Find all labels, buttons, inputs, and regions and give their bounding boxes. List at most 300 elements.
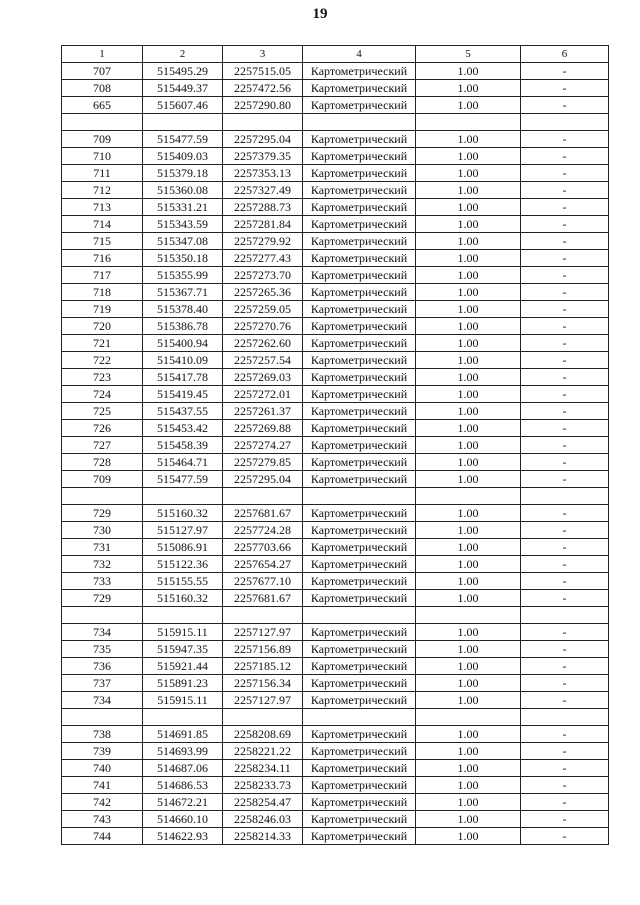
method-cell: Картометрический bbox=[303, 590, 416, 607]
method-cell: Картометрический bbox=[303, 369, 416, 386]
method-cell: Картометрический bbox=[303, 692, 416, 709]
accuracy-cell: 1.00 bbox=[416, 556, 521, 573]
accuracy-cell: 1.00 bbox=[416, 284, 521, 301]
x-coordinate-cell: 515378.40 bbox=[143, 301, 223, 318]
description-cell: - bbox=[521, 420, 609, 437]
accuracy-cell: 1.00 bbox=[416, 148, 521, 165]
table-row bbox=[62, 182, 609, 199]
description-cell: - bbox=[521, 777, 609, 794]
method-cell: Картометрический bbox=[303, 454, 416, 471]
method-cell: Картометрический bbox=[303, 675, 416, 692]
accuracy-cell: 1.00 bbox=[416, 726, 521, 743]
page-number: 19 bbox=[312, 6, 328, 22]
x-coordinate-cell: 515160.32 bbox=[143, 590, 223, 607]
method-cell: Картометрический bbox=[303, 80, 416, 97]
accuracy-cell: 1.00 bbox=[416, 828, 521, 845]
y-coordinate-cell: 2258254.47 bbox=[223, 794, 303, 811]
description-cell: - bbox=[521, 590, 609, 607]
y-coordinate-cell: 2257156.34 bbox=[223, 675, 303, 692]
accuracy-cell: 1.00 bbox=[416, 692, 521, 709]
table-row bbox=[62, 590, 609, 607]
method-cell: Картометрический bbox=[303, 335, 416, 352]
table-row bbox=[62, 165, 609, 182]
empty-cell bbox=[223, 709, 303, 726]
table-row bbox=[62, 454, 609, 471]
empty-cell bbox=[143, 607, 223, 624]
y-coordinate-cell: 2257703.66 bbox=[223, 539, 303, 556]
point-number-cell: 713 bbox=[62, 199, 143, 216]
y-coordinate-cell: 2257295.04 bbox=[223, 131, 303, 148]
x-coordinate-cell: 515477.59 bbox=[143, 471, 223, 488]
y-coordinate-cell: 2257257.54 bbox=[223, 352, 303, 369]
accuracy-cell: 1.00 bbox=[416, 80, 521, 97]
method-cell: Картометрический bbox=[303, 573, 416, 590]
y-coordinate-cell: 2257681.67 bbox=[223, 590, 303, 607]
y-coordinate-cell: 2257272.01 bbox=[223, 386, 303, 403]
y-coordinate-cell: 2257127.97 bbox=[223, 624, 303, 641]
description-cell: - bbox=[521, 811, 609, 828]
table-row bbox=[62, 471, 609, 488]
description-cell: - bbox=[521, 743, 609, 760]
accuracy-cell: 1.00 bbox=[416, 624, 521, 641]
y-coordinate-cell: 2258234.11 bbox=[223, 760, 303, 777]
x-coordinate-cell: 515122.36 bbox=[143, 556, 223, 573]
table-row bbox=[62, 794, 609, 811]
accuracy-cell: 1.00 bbox=[416, 267, 521, 284]
point-number-cell: 731 bbox=[62, 539, 143, 556]
description-cell: - bbox=[521, 454, 609, 471]
table-row bbox=[62, 624, 609, 641]
y-coordinate-cell: 2257515.05 bbox=[223, 63, 303, 80]
y-coordinate-cell: 2257265.36 bbox=[223, 284, 303, 301]
point-number-cell: 710 bbox=[62, 148, 143, 165]
x-coordinate-cell: 515417.78 bbox=[143, 369, 223, 386]
x-coordinate-cell: 514660.10 bbox=[143, 811, 223, 828]
point-number-cell: 715 bbox=[62, 233, 143, 250]
point-number-cell: 707 bbox=[62, 63, 143, 80]
point-number-cell: 734 bbox=[62, 692, 143, 709]
accuracy-cell: 1.00 bbox=[416, 403, 521, 420]
y-coordinate-cell: 2257270.76 bbox=[223, 318, 303, 335]
group-separator-row bbox=[62, 607, 609, 624]
empty-cell bbox=[62, 488, 143, 505]
description-cell: - bbox=[521, 233, 609, 250]
description-cell: - bbox=[521, 675, 609, 692]
method-cell: Картометрический bbox=[303, 284, 416, 301]
accuracy-cell: 1.00 bbox=[416, 199, 521, 216]
x-coordinate-cell: 515331.21 bbox=[143, 199, 223, 216]
description-cell: - bbox=[521, 573, 609, 590]
description-cell: - bbox=[521, 199, 609, 216]
description-cell: - bbox=[521, 165, 609, 182]
table-row bbox=[62, 352, 609, 369]
empty-cell bbox=[416, 114, 521, 131]
table-row bbox=[62, 539, 609, 556]
point-number-cell: 721 bbox=[62, 335, 143, 352]
empty-cell bbox=[416, 607, 521, 624]
column-header: 3 bbox=[223, 46, 303, 63]
method-cell: Картометрический bbox=[303, 658, 416, 675]
method-cell: Картометрический bbox=[303, 131, 416, 148]
y-coordinate-cell: 2257277.43 bbox=[223, 250, 303, 267]
accuracy-cell: 1.00 bbox=[416, 318, 521, 335]
method-cell: Картометрический bbox=[303, 777, 416, 794]
accuracy-cell: 1.00 bbox=[416, 573, 521, 590]
accuracy-cell: 1.00 bbox=[416, 182, 521, 199]
empty-cell bbox=[223, 607, 303, 624]
description-cell: - bbox=[521, 437, 609, 454]
table-row bbox=[62, 386, 609, 403]
table-row bbox=[62, 726, 609, 743]
table-row bbox=[62, 199, 609, 216]
empty-cell bbox=[223, 488, 303, 505]
description-cell: - bbox=[521, 726, 609, 743]
description-cell: - bbox=[521, 658, 609, 675]
point-number-cell: 712 bbox=[62, 182, 143, 199]
y-coordinate-cell: 2257274.27 bbox=[223, 437, 303, 454]
point-number-cell: 730 bbox=[62, 522, 143, 539]
point-number-cell: 737 bbox=[62, 675, 143, 692]
x-coordinate-cell: 515343.59 bbox=[143, 216, 223, 233]
description-cell: - bbox=[521, 471, 609, 488]
empty-cell bbox=[143, 488, 223, 505]
x-coordinate-cell: 514693.99 bbox=[143, 743, 223, 760]
x-coordinate-cell: 515379.18 bbox=[143, 165, 223, 182]
point-number-cell: 738 bbox=[62, 726, 143, 743]
description-cell: - bbox=[521, 301, 609, 318]
table-row bbox=[62, 318, 609, 335]
table-row bbox=[62, 743, 609, 760]
table-row bbox=[62, 675, 609, 692]
y-coordinate-cell: 2257677.10 bbox=[223, 573, 303, 590]
y-coordinate-cell: 2257281.84 bbox=[223, 216, 303, 233]
x-coordinate-cell: 515355.99 bbox=[143, 267, 223, 284]
coordinates-table bbox=[61, 45, 609, 845]
x-coordinate-cell: 515449.37 bbox=[143, 80, 223, 97]
x-coordinate-cell: 514691.85 bbox=[143, 726, 223, 743]
column-header: 6 bbox=[521, 46, 609, 63]
table-row bbox=[62, 522, 609, 539]
empty-cell bbox=[62, 709, 143, 726]
table-row bbox=[62, 420, 609, 437]
table-body bbox=[62, 63, 609, 845]
accuracy-cell: 1.00 bbox=[416, 250, 521, 267]
point-number-cell: 725 bbox=[62, 403, 143, 420]
x-coordinate-cell: 515921.44 bbox=[143, 658, 223, 675]
point-number-cell: 729 bbox=[62, 590, 143, 607]
method-cell: Картометрический bbox=[303, 233, 416, 250]
table-row bbox=[62, 811, 609, 828]
table-header-row bbox=[62, 46, 609, 63]
method-cell: Картометрический bbox=[303, 148, 416, 165]
y-coordinate-cell: 2257379.35 bbox=[223, 148, 303, 165]
x-coordinate-cell: 515400.94 bbox=[143, 335, 223, 352]
y-coordinate-cell: 2257262.60 bbox=[223, 335, 303, 352]
accuracy-cell: 1.00 bbox=[416, 522, 521, 539]
method-cell: Картометрический bbox=[303, 301, 416, 318]
method-cell: Картометрический bbox=[303, 811, 416, 828]
y-coordinate-cell: 2257290.80 bbox=[223, 97, 303, 114]
table-row bbox=[62, 335, 609, 352]
x-coordinate-cell: 515419.45 bbox=[143, 386, 223, 403]
empty-cell bbox=[521, 709, 609, 726]
y-coordinate-cell: 2258208.69 bbox=[223, 726, 303, 743]
x-coordinate-cell: 515127.97 bbox=[143, 522, 223, 539]
y-coordinate-cell: 2257279.85 bbox=[223, 454, 303, 471]
point-number-cell: 726 bbox=[62, 420, 143, 437]
table-row bbox=[62, 97, 609, 114]
table-row bbox=[62, 692, 609, 709]
description-cell: - bbox=[521, 267, 609, 284]
accuracy-cell: 1.00 bbox=[416, 590, 521, 607]
x-coordinate-cell: 515464.71 bbox=[143, 454, 223, 471]
empty-cell bbox=[143, 114, 223, 131]
description-cell: - bbox=[521, 794, 609, 811]
y-coordinate-cell: 2257259.05 bbox=[223, 301, 303, 318]
method-cell: Картометрический bbox=[303, 743, 416, 760]
empty-cell bbox=[521, 607, 609, 624]
description-cell: - bbox=[521, 352, 609, 369]
column-header: 4 bbox=[303, 46, 416, 63]
y-coordinate-cell: 2257654.27 bbox=[223, 556, 303, 573]
x-coordinate-cell: 515360.08 bbox=[143, 182, 223, 199]
x-coordinate-cell: 514622.93 bbox=[143, 828, 223, 845]
accuracy-cell: 1.00 bbox=[416, 335, 521, 352]
point-number-cell: 709 bbox=[62, 471, 143, 488]
point-number-cell: 740 bbox=[62, 760, 143, 777]
y-coordinate-cell: 2257127.97 bbox=[223, 692, 303, 709]
point-number-cell: 729 bbox=[62, 505, 143, 522]
method-cell: Картометрический bbox=[303, 165, 416, 182]
accuracy-cell: 1.00 bbox=[416, 794, 521, 811]
method-cell: Картометрический bbox=[303, 352, 416, 369]
empty-cell bbox=[62, 114, 143, 131]
table-row bbox=[62, 131, 609, 148]
description-cell: - bbox=[521, 624, 609, 641]
x-coordinate-cell: 514672.21 bbox=[143, 794, 223, 811]
y-coordinate-cell: 2258233.73 bbox=[223, 777, 303, 794]
accuracy-cell: 1.00 bbox=[416, 454, 521, 471]
table-row bbox=[62, 216, 609, 233]
empty-cell bbox=[521, 488, 609, 505]
y-coordinate-cell: 2257472.56 bbox=[223, 80, 303, 97]
point-number-cell: 742 bbox=[62, 794, 143, 811]
y-coordinate-cell: 2257261.37 bbox=[223, 403, 303, 420]
table-row bbox=[62, 658, 609, 675]
method-cell: Картометрический bbox=[303, 505, 416, 522]
y-coordinate-cell: 2257288.73 bbox=[223, 199, 303, 216]
y-coordinate-cell: 2257327.49 bbox=[223, 182, 303, 199]
x-coordinate-cell: 515495.29 bbox=[143, 63, 223, 80]
accuracy-cell: 1.00 bbox=[416, 760, 521, 777]
method-cell: Картометрический bbox=[303, 471, 416, 488]
description-cell: - bbox=[521, 250, 609, 267]
point-number-cell: 714 bbox=[62, 216, 143, 233]
method-cell: Картометрический bbox=[303, 437, 416, 454]
point-number-cell: 739 bbox=[62, 743, 143, 760]
x-coordinate-cell: 515437.55 bbox=[143, 403, 223, 420]
x-coordinate-cell: 515947.35 bbox=[143, 641, 223, 658]
method-cell: Картометрический bbox=[303, 199, 416, 216]
accuracy-cell: 1.00 bbox=[416, 777, 521, 794]
method-cell: Картометрический bbox=[303, 386, 416, 403]
table-row bbox=[62, 80, 609, 97]
x-coordinate-cell: 515458.39 bbox=[143, 437, 223, 454]
table-row bbox=[62, 828, 609, 845]
description-cell: - bbox=[521, 369, 609, 386]
y-coordinate-cell: 2257273.70 bbox=[223, 267, 303, 284]
point-number-cell: 718 bbox=[62, 284, 143, 301]
method-cell: Картометрический bbox=[303, 318, 416, 335]
point-number-cell: 743 bbox=[62, 811, 143, 828]
x-coordinate-cell: 515155.55 bbox=[143, 573, 223, 590]
description-cell: - bbox=[521, 403, 609, 420]
y-coordinate-cell: 2257156.89 bbox=[223, 641, 303, 658]
description-cell: - bbox=[521, 828, 609, 845]
x-coordinate-cell: 515086.91 bbox=[143, 539, 223, 556]
accuracy-cell: 1.00 bbox=[416, 658, 521, 675]
accuracy-cell: 1.00 bbox=[416, 352, 521, 369]
method-cell: Картометрический bbox=[303, 97, 416, 114]
point-number-cell: 717 bbox=[62, 267, 143, 284]
description-cell: - bbox=[521, 216, 609, 233]
accuracy-cell: 1.00 bbox=[416, 641, 521, 658]
point-number-cell: 711 bbox=[62, 165, 143, 182]
method-cell: Картометрический bbox=[303, 420, 416, 437]
point-number-cell: 732 bbox=[62, 556, 143, 573]
accuracy-cell: 1.00 bbox=[416, 420, 521, 437]
x-coordinate-cell: 515477.59 bbox=[143, 131, 223, 148]
point-number-cell: 727 bbox=[62, 437, 143, 454]
method-cell: Картометрический bbox=[303, 182, 416, 199]
x-coordinate-cell: 515453.42 bbox=[143, 420, 223, 437]
description-cell: - bbox=[521, 760, 609, 777]
point-number-cell: 722 bbox=[62, 352, 143, 369]
accuracy-cell: 1.00 bbox=[416, 743, 521, 760]
x-coordinate-cell: 515367.71 bbox=[143, 284, 223, 301]
empty-cell bbox=[62, 607, 143, 624]
method-cell: Картометрический bbox=[303, 539, 416, 556]
x-coordinate-cell: 515915.11 bbox=[143, 624, 223, 641]
description-cell: - bbox=[521, 522, 609, 539]
point-number-cell: 736 bbox=[62, 658, 143, 675]
group-separator-row bbox=[62, 709, 609, 726]
accuracy-cell: 1.00 bbox=[416, 165, 521, 182]
x-coordinate-cell: 515386.78 bbox=[143, 318, 223, 335]
point-number-cell: 724 bbox=[62, 386, 143, 403]
empty-cell bbox=[416, 709, 521, 726]
accuracy-cell: 1.00 bbox=[416, 675, 521, 692]
y-coordinate-cell: 2257295.04 bbox=[223, 471, 303, 488]
method-cell: Картометрический bbox=[303, 641, 416, 658]
description-cell: - bbox=[521, 97, 609, 114]
y-coordinate-cell: 2257269.03 bbox=[223, 369, 303, 386]
column-header: 5 bbox=[416, 46, 521, 63]
table-row bbox=[62, 63, 609, 80]
method-cell: Картометрический bbox=[303, 216, 416, 233]
table-row bbox=[62, 437, 609, 454]
y-coordinate-cell: 2258221.22 bbox=[223, 743, 303, 760]
empty-cell bbox=[416, 488, 521, 505]
accuracy-cell: 1.00 bbox=[416, 131, 521, 148]
accuracy-cell: 1.00 bbox=[416, 539, 521, 556]
table-row bbox=[62, 403, 609, 420]
point-number-cell: 744 bbox=[62, 828, 143, 845]
description-cell: - bbox=[521, 318, 609, 335]
y-coordinate-cell: 2258246.03 bbox=[223, 811, 303, 828]
table-row bbox=[62, 760, 609, 777]
accuracy-cell: 1.00 bbox=[416, 63, 521, 80]
x-coordinate-cell: 515915.11 bbox=[143, 692, 223, 709]
accuracy-cell: 1.00 bbox=[416, 233, 521, 250]
table-row bbox=[62, 267, 609, 284]
method-cell: Картометрический bbox=[303, 624, 416, 641]
table-row bbox=[62, 250, 609, 267]
point-number-cell: 723 bbox=[62, 369, 143, 386]
point-number-cell: 708 bbox=[62, 80, 143, 97]
point-number-cell: 719 bbox=[62, 301, 143, 318]
description-cell: - bbox=[521, 148, 609, 165]
empty-cell bbox=[303, 114, 416, 131]
description-cell: - bbox=[521, 556, 609, 573]
description-cell: - bbox=[521, 386, 609, 403]
accuracy-cell: 1.00 bbox=[416, 811, 521, 828]
y-coordinate-cell: 2257279.92 bbox=[223, 233, 303, 250]
description-cell: - bbox=[521, 284, 609, 301]
description-cell: - bbox=[521, 539, 609, 556]
empty-cell bbox=[303, 488, 416, 505]
point-number-cell: 741 bbox=[62, 777, 143, 794]
point-number-cell: 720 bbox=[62, 318, 143, 335]
table-row bbox=[62, 556, 609, 573]
description-cell: - bbox=[521, 335, 609, 352]
accuracy-cell: 1.00 bbox=[416, 505, 521, 522]
description-cell: - bbox=[521, 63, 609, 80]
x-coordinate-cell: 514686.53 bbox=[143, 777, 223, 794]
group-separator-row bbox=[62, 114, 609, 131]
accuracy-cell: 1.00 bbox=[416, 97, 521, 114]
table-row bbox=[62, 641, 609, 658]
description-cell: - bbox=[521, 641, 609, 658]
accuracy-cell: 1.00 bbox=[416, 471, 521, 488]
method-cell: Картометрический bbox=[303, 556, 416, 573]
point-number-cell: 709 bbox=[62, 131, 143, 148]
x-coordinate-cell: 515607.46 bbox=[143, 97, 223, 114]
empty-cell bbox=[303, 709, 416, 726]
empty-cell bbox=[521, 114, 609, 131]
x-coordinate-cell: 515409.03 bbox=[143, 148, 223, 165]
y-coordinate-cell: 2257185.12 bbox=[223, 658, 303, 675]
empty-cell bbox=[303, 607, 416, 624]
y-coordinate-cell: 2257269.88 bbox=[223, 420, 303, 437]
accuracy-cell: 1.00 bbox=[416, 216, 521, 233]
method-cell: Картометрический bbox=[303, 794, 416, 811]
x-coordinate-cell: 515160.32 bbox=[143, 505, 223, 522]
method-cell: Картометрический bbox=[303, 63, 416, 80]
point-number-cell: 734 bbox=[62, 624, 143, 641]
point-number-cell: 665 bbox=[62, 97, 143, 114]
table-row bbox=[62, 777, 609, 794]
group-separator-row bbox=[62, 488, 609, 505]
x-coordinate-cell: 514687.06 bbox=[143, 760, 223, 777]
method-cell: Картометрический bbox=[303, 403, 416, 420]
table-row bbox=[62, 284, 609, 301]
description-cell: - bbox=[521, 505, 609, 522]
empty-cell bbox=[223, 114, 303, 131]
description-cell: - bbox=[521, 182, 609, 199]
x-coordinate-cell: 515891.23 bbox=[143, 675, 223, 692]
point-number-cell: 735 bbox=[62, 641, 143, 658]
